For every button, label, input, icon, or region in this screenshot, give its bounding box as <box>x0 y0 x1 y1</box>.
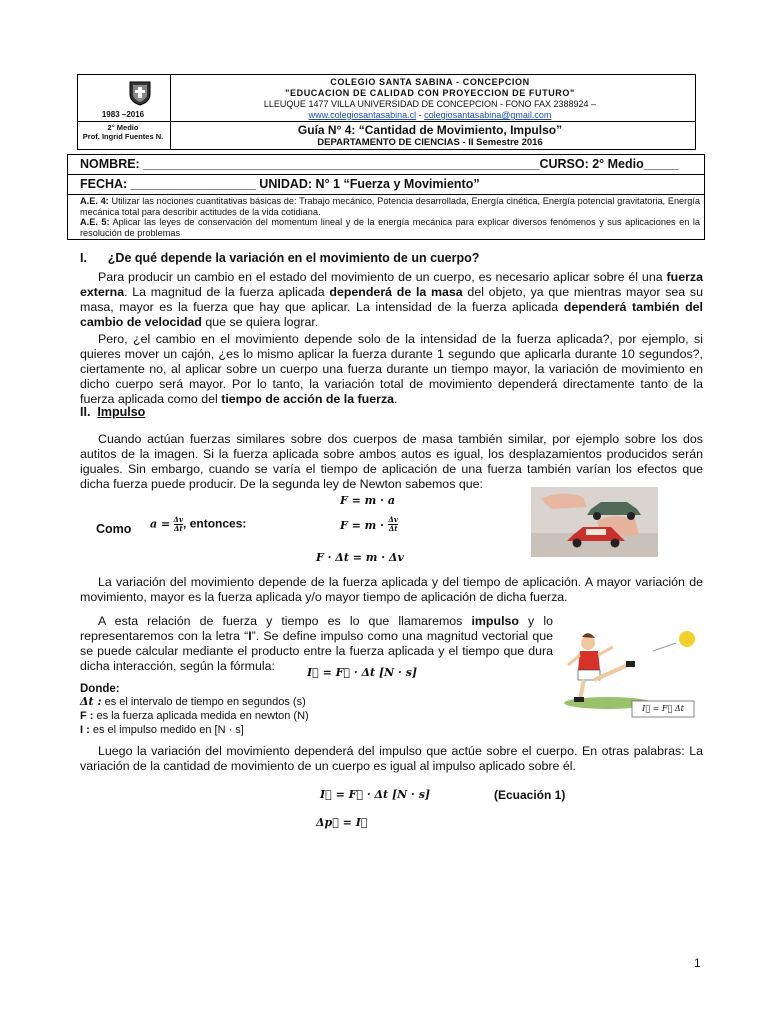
impulse-formula: I⃗ = F⃗ · Δt [N · s] <box>307 666 418 679</box>
equation-impulse-momentum: F · Δt = m · Δv <box>316 551 404 564</box>
section1-heading: I. ¿De qué depende la variación en el movimiento de un cuerpo? <box>80 251 480 265</box>
learning-objectives: A.E. 4: Utilizar las nociones cuantitativas básicas de: Trabajo mecánico, Potencia desarrollada, Energía cinética, Energía potencial gravitatoria, Energía mecánica total para describir actitudes de la vida cotidiana. A.E. 5: Aplicar las leyes de conservación del momentum lineal y de la energía mecánica para explicar diversos fenómenos y sus aplicaciones en la resolución de problemas <box>80 196 700 238</box>
toy-cars-image <box>531 487 658 557</box>
section2-heading: II. Impulso <box>80 405 146 419</box>
department: DEPARTAMENTO DE CIENCIAS - II Semestre 2016 <box>317 137 543 148</box>
acceleration-definition: a = $\frac{\Delta v}{\Delta t}$ , entonces: <box>150 515 247 533</box>
nombre-field[interactable]: NOMBRE: _________________________________________________________CURSO: 2° Medio_____ <box>80 157 679 171</box>
header-years: 1983 –2016 <box>101 110 145 119</box>
school-address: LLEUQUE 1477 VILLA UNIVERSIDAD DE CONCEPCION - FONO FAX 2388924 – <box>263 99 597 109</box>
section2-paragraph3: A esta relación de fuerza y tiempo es lo que llamaremos impulso y lo representaremos con la letra “I”. Se define impulso como una magnitud vectorial que se puede calcular mediante el producto entre la fuerza aplicada y el tiempo que dura dicha interacción, según la fórmula: <box>80 614 553 673</box>
school-name: COLEGIO SANTA SABINA - CONCEPCION <box>330 77 530 87</box>
header-course: 2° Medio <box>107 123 139 132</box>
section2-paragraph1: Cuando actúan fuerzas similares sobre dos cuerpos de masa también similar, por ejemplo sobre los dos autitos de la imagen. Si la fuerza aplicada sobre ambos autos es igual, los desplazamientos producidos serán iguales. Sin embargo, cuando se varía el tiempo de aplicación de una fuerza también varían los efectos que dicha fuerza puede producir. De la segunda ley de Newton sabemos que: <box>80 432 703 491</box>
fecha-unidad-field[interactable]: FECHA: __________________ UNIDAD: N° 1 “Fuerza y Movimiento” <box>80 177 480 191</box>
section2-paragraph2: La variación del movimiento depende de la fuerza aplicada y del tiempo de aplicación. A mayor variación de movimiento, mayor es la fuerza aplicada y/o mayor tiempo de aplicación de dicha fuerza. <box>80 575 703 604</box>
como-label: Como <box>96 522 132 536</box>
school-motto: "EDUCACION DE CALIDAD CON PROYECCION DE FUTURO" <box>285 88 575 98</box>
equation-newton: F = m · a <box>340 494 395 507</box>
definitions-list: Δt : es el intervalo de tiempo en segundos (s) F : es la fuerza aplicada medida en newton (N) I : es el impulso medido en [N · s] <box>80 695 309 736</box>
section2-paragraph4: Luego la variación del movimiento dependerá del impulso que actúe sobre el cuerpo. En otras palabras: La variación de la cantidad de movimiento de un cuerpo es igual al impulso aplicado sobre él. <box>80 744 703 773</box>
page-number: 1 <box>694 956 701 970</box>
impulse-formula-2: I⃗ = F⃗ · Δt [N · s] <box>320 788 431 801</box>
equation-force-delta: F = m · $\frac{\Delta v}{\Delta t}$ <box>340 515 398 534</box>
momentum-equals-impulse: Δp⃗ = I⃗ <box>316 816 368 829</box>
equation-label: (Ecuación 1) <box>494 788 566 802</box>
header-teacher: Prof. Ingrid Fuentes N. <box>82 132 164 141</box>
email-link[interactable]: colegiosantasabina@gmail.com <box>424 110 552 120</box>
soccer-image-caption: I⃗ = F⃗ Δt <box>642 704 684 713</box>
guide-title: Guía N° 4: “Cantidad de Movimiento, Impulso” <box>297 123 563 137</box>
section1-paragraph1: Para producir un cambio en el estado del movimiento de un cuerpo, es necesario aplicar sobre él una fuerza externa. La magnitud de la fuerza aplicada dependerá de la masa del objeto, ya que mientras mayor sea su masa, mayor es la fuerza que hay que aplicar. La intensidad de la fuerza aplicada dependerá también del cambio de velocidad que se quiera lograr. <box>80 270 703 329</box>
section1-paragraph2: Pero, ¿el cambio en el movimiento depende solo de la intensidad de la fuerza aplicada?, por ejemplo, si quieres mover un cajón, ¿es lo mismo aplicar la fuerza durante 1 segundo que aplicarla durante 10 segundos?, ciertamente no, al aplicar sobre un cuerpo una fuerza durante un tiempo mayor, la variación de movimiento en dicho cuerpo será mayor. Por lo tanto, la variación total de movimiento dependerá directamente tanto de la fuerza aplicada como del tiempo de acción de la fuerza. <box>80 332 703 406</box>
website-link[interactable]: www.colegiosantasabina.cl <box>308 110 417 120</box>
school-crest-logo <box>127 80 153 106</box>
school-contacts: www.colegiosantasabina.cl - colegiosantasabina@gmail.com <box>308 110 552 120</box>
donde-label: Donde: <box>80 683 120 695</box>
